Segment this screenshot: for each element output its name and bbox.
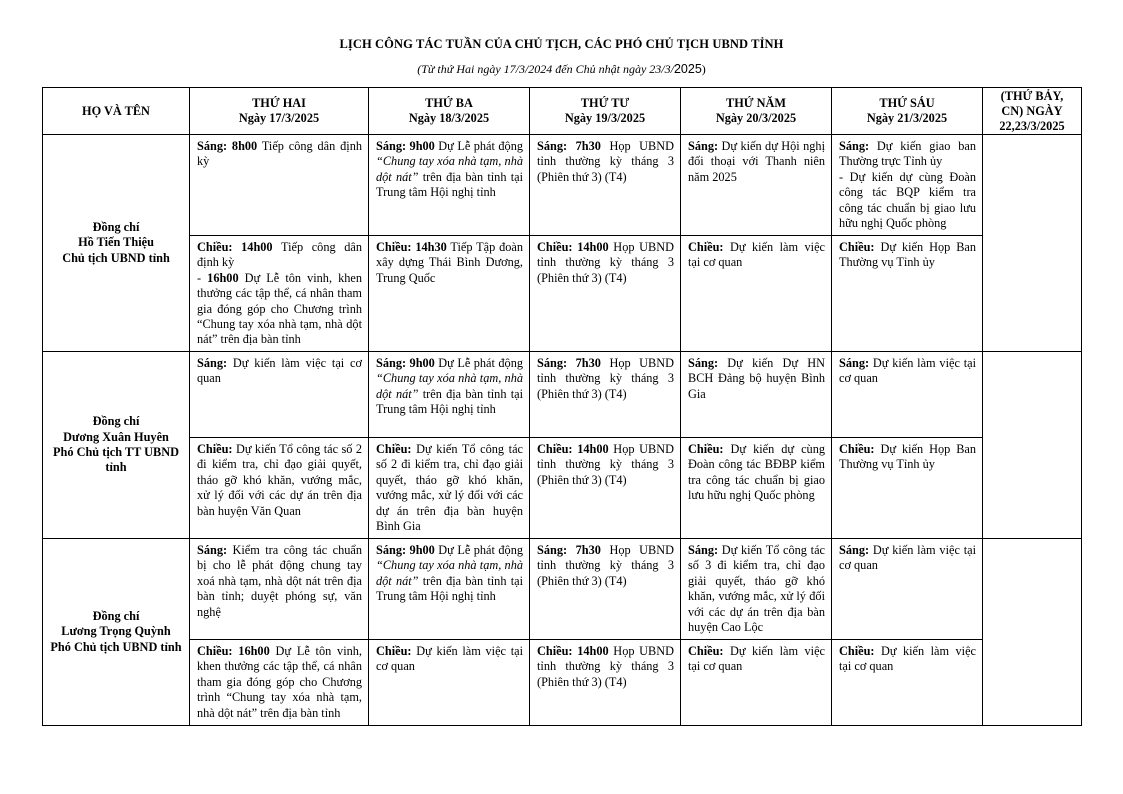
- event-name: “Chung tay xóa nhà tạm, nhà dột nát”: [376, 154, 523, 184]
- schedule-cell-tue-morning: [369, 539, 530, 640]
- schedule-cell-tue-afternoon: [369, 438, 530, 539]
- session-label: Sáng:: [688, 543, 719, 557]
- session-label: Chiều: 14h30: [376, 240, 447, 254]
- session-text: Tiếp Tập đoàn xây dựng Thái Bình Dương, Trung Quốc: [376, 240, 523, 285]
- session-label: Sáng: 7h30: [537, 543, 601, 557]
- header-wednesday: [530, 88, 681, 135]
- session-text: Dự kiến Dự HN BCH Đảng bộ huyện Bình Gia: [688, 356, 825, 401]
- schedule-cell-tue-morning: [369, 135, 530, 236]
- session-label: Chiều:: [839, 442, 875, 456]
- schedule-cell-mon-afternoon: [190, 438, 369, 539]
- person-name-cell: [43, 539, 190, 726]
- header-name-label: HỌ VÀ TÊN: [82, 103, 150, 118]
- session-text: Họp UBND tỉnh thường kỳ tháng 3 (Phiên thứ 3) (T4): [537, 139, 675, 184]
- session-label: Sáng:: [688, 356, 719, 370]
- session-text: Dự kiến làm việc tại cơ quan: [688, 644, 825, 674]
- document-title: LỊCH CÔNG TÁC TUẦN CỦA CHỦ TỊCH, CÁC PHÓ CHỦ TỊCH UBND TỈNH: [339, 37, 784, 51]
- schedule-cell-weekend: [983, 135, 1082, 352]
- subtitle-date-range: (Từ thứ Hai ngày 17/3/2024 đến Chủ nhật ngày 23/3/: [417, 62, 674, 76]
- header-date-label: Ngày 20/3/2025: [715, 111, 797, 125]
- session-text: Họp UBND tỉnh thường kỳ tháng 3 (Phiên thứ 3) (T4): [537, 240, 674, 285]
- schedule-cell-thu-afternoon: [681, 438, 832, 539]
- session-label: Sáng: 7h30: [537, 356, 601, 370]
- header-weekend-line: 22,23/3/2025: [999, 118, 1065, 133]
- session-label: Sáng:: [839, 543, 870, 557]
- schedule-cell-fri-morning: [832, 539, 983, 640]
- event-name: “Chung tay xóa nhà tạm, nhà dột nát”: [376, 558, 523, 588]
- schedule-cell-mon-morning: [190, 135, 369, 236]
- schedule-row-afternoon: [43, 236, 1082, 352]
- session-label: Sáng: 9h00: [376, 356, 435, 370]
- schedule-cell-weekend: [983, 352, 1082, 539]
- schedule-cell-tue-afternoon: [369, 236, 530, 352]
- header-weekend: [983, 88, 1082, 135]
- schedule-cell-wed-morning: [530, 539, 681, 640]
- session-label: Chiều:: [688, 240, 724, 254]
- schedule-cell-thu-afternoon: [681, 640, 832, 726]
- header-day-label: THỨ TƯ: [580, 96, 630, 110]
- header-name: [43, 88, 190, 135]
- session-label: Sáng:: [839, 356, 870, 370]
- session-label: Chiều:: [839, 644, 875, 658]
- schedule-row-morning: [43, 135, 1082, 236]
- schedule-cell-thu-morning: [681, 135, 832, 236]
- session-text: Dự kiến làm việc tại cơ quan: [197, 356, 362, 386]
- schedule-cell-fri-morning: [832, 352, 983, 438]
- header-date-label: Ngày 21/3/2025: [866, 111, 948, 125]
- session-text: Tiếp công dân định kỳ: [197, 240, 362, 270]
- schedule-cell-wed-morning: [530, 135, 681, 236]
- session-label: Sáng:: [197, 356, 228, 370]
- session-text: Dự Lễ tôn vinh, khen thưởng các tập thể, cá nhân tham gia đóng góp cho Chương trình “Chung tay xóa nhà tạm, nhà dột nát” trên địa bàn tỉnh: [197, 644, 362, 720]
- session-label: Sáng:: [688, 139, 719, 153]
- person-title: Đồng chí: [92, 608, 140, 623]
- person-title: Đồng chí: [92, 414, 140, 429]
- schedule-cell-fri-afternoon: [832, 640, 983, 726]
- schedule-cell-fri-afternoon: [832, 236, 983, 352]
- session-label: Chiều:: [376, 644, 412, 658]
- session-text: Dự Lễ phát động: [434, 543, 523, 557]
- schedule-cell-thu-morning: [681, 539, 832, 640]
- person-name-cell: [43, 135, 190, 352]
- header-day-label: THỨ HAI: [252, 96, 306, 110]
- schedule-cell-wed-morning: [530, 352, 681, 438]
- session-label: Chiều:: [197, 442, 233, 456]
- document-subtitle: [0, 62, 1123, 77]
- schedule-cell-weekend: [983, 539, 1082, 726]
- session-label: Chiều:: [839, 240, 875, 254]
- session-text: -: [197, 270, 208, 285]
- session-label: Sáng:: [197, 543, 228, 557]
- event-name: “Chung tay xóa nhà tạm, nhà dột nát”: [376, 371, 523, 401]
- session-label: Chiều:: [688, 442, 724, 456]
- session-text: Họp UBND tỉnh thường kỳ tháng 3 (Phiên thứ 3) (T4): [537, 356, 675, 401]
- schedule-cell-wed-afternoon: [530, 640, 681, 726]
- schedule-row-afternoon: [43, 640, 1082, 726]
- person-name-cell: [43, 352, 190, 539]
- header-weekend-line: CN) NGÀY: [1001, 103, 1063, 118]
- schedule-cell-tue-afternoon: [369, 640, 530, 726]
- schedule-cell-fri-afternoon: [832, 438, 983, 539]
- session-label: Chiều: 14h00: [537, 442, 609, 456]
- schedule-cell-wed-afternoon: [530, 236, 681, 352]
- session-text: - Dự kiến dự cùng Đoàn công tác BQP kiểm tra công tác chuẩn bị giao lưu hữu nghị Quốc phòng: [839, 169, 976, 231]
- session-label: Chiều: 16h00: [197, 644, 270, 658]
- session-text: Dự kiến làm việc tại cơ quan: [839, 644, 976, 674]
- session-text: Dự kiến Tổ công tác số 2 đi kiểm tra, chỉ đạo giải quyết, tháo gỡ khó khăn, vướng mắc, xử lý đối với các dự án trên địa bàn huyện Văn Quan: [197, 442, 362, 518]
- schedule-cell-wed-afternoon: [530, 438, 681, 539]
- session-text: trên địa bàn tỉnh tại Trung tâm Hội nghị tỉnh: [376, 386, 524, 417]
- header-friday: [832, 88, 983, 135]
- subtitle-close: ): [701, 62, 706, 76]
- person-title: Đồng chí: [92, 219, 140, 234]
- session-label: Sáng: 7h30: [537, 139, 601, 153]
- header-day-label: THỨ SÁU: [879, 96, 935, 110]
- session-label: Sáng: 9h00: [376, 139, 435, 153]
- session-label: Chiều:: [688, 644, 724, 658]
- header-day-label: THỨ BA: [425, 96, 473, 110]
- session-label: Chiều: 14h00: [197, 240, 273, 254]
- session-label: Sáng: 9h00: [376, 543, 435, 557]
- session-text: Họp UBND tỉnh thường kỳ tháng 3 (Phiên thứ 3) (T4): [537, 644, 674, 689]
- session-label: Chiều: 14h00: [537, 644, 609, 658]
- header-date-label: Ngày 17/3/2025: [238, 111, 320, 125]
- session-text: Dự kiến làm việc tại cơ quan: [376, 644, 523, 674]
- session-text: trên địa bàn tỉnh tại Trung tâm Hội nghị tỉnh: [376, 573, 524, 604]
- session-text: Dự kiến Tổ công tác số 2 đi kiểm tra, chỉ đạo giải quyết, tháo gỡ khó khăn, vướng mắc, xử lý đối với các dự án trên địa bàn huyện Bình Gia: [376, 442, 523, 534]
- session-text: Dự kiến làm việc tại cơ quan: [839, 543, 976, 573]
- header-monday: [190, 88, 369, 135]
- session-text: Kiểm tra công tác chuẩn bị cho lễ phát động chung tay xoá nhà tạm, nhà dột nát trên địa bàn tỉnh; duyệt phóng sự, văn nghệ: [197, 543, 362, 619]
- person-name: Lương Trọng Quỳnh: [61, 624, 171, 639]
- session-text: Dự kiến dự cùng Đoàn công tác BĐBP kiểm tra công tác chuẩn bị giao lưu hữu nghị Quốc phòng: [688, 442, 825, 503]
- session-label: Sáng:: [839, 139, 870, 153]
- session-text: Họp UBND tỉnh thường kỳ tháng 3 (Phiên thứ 3) (T4): [537, 543, 675, 588]
- schedule-cell-tue-morning: [369, 352, 530, 438]
- session-text: Dự kiến Tổ công tác số 3 đi kiểm tra, chỉ đạo giải quyết, tháo gỡ khó khăn, vướng mắc, xử lý đối với các dự án trên địa bàn huyện Cao Lộc: [688, 543, 825, 635]
- session-label: Chiều: 14h00: [537, 240, 609, 254]
- schedule-cell-mon-morning: [190, 539, 369, 640]
- schedule-row-morning: [43, 539, 1082, 640]
- schedule-table: [42, 87, 1082, 726]
- session-text: Họp UBND tỉnh thường kỳ tháng 3 (Phiên thứ 3) (T4): [537, 442, 674, 487]
- schedule-row-morning: [43, 352, 1082, 438]
- session-text: Tiếp công dân định kỳ: [197, 139, 362, 169]
- session-text: Dự kiến giao ban Thường trực Tỉnh ủy: [839, 139, 976, 169]
- session-text: Dự kiến Họp Ban Thường vụ Tỉnh ủy: [839, 240, 976, 270]
- session-label: 16h00: [207, 270, 239, 285]
- header-thursday: [681, 88, 832, 135]
- session-text: Dự Lễ phát động: [434, 356, 523, 370]
- session-text: Dự Lễ phát động: [434, 139, 523, 153]
- session-text: Dự kiến dự Hội nghị đối thoại với Thanh niên năm 2025: [688, 139, 825, 184]
- subtitle-year: 2025: [673, 62, 702, 76]
- schedule-row-afternoon: [43, 438, 1082, 539]
- header-tuesday: [369, 88, 530, 135]
- session-label: Chiều:: [376, 442, 412, 456]
- schedule-cell-mon-afternoon: [190, 236, 369, 352]
- header-weekend-line: (THỨ BẢY,: [1000, 88, 1064, 103]
- session-text: Dự Lễ tôn vinh, khen thưởng các tập thể, cá nhân tham gia đóng góp cho Chương trình “Chung tay xóa nhà tạm, nhà dột nát” trên địa bàn tỉnh: [197, 270, 362, 347]
- session-text: Dự kiến làm việc tại cơ quan: [839, 356, 976, 386]
- schedule-cell-thu-morning: [681, 352, 832, 438]
- header-date-label: Ngày 19/3/2025: [564, 111, 646, 125]
- session-text: Dự kiến làm việc tại cơ quan: [688, 240, 825, 270]
- schedule-cell-mon-afternoon: [190, 640, 369, 726]
- person-role: Chủ tịch UBND tỉnh: [62, 250, 170, 265]
- person-name: Hồ Tiến Thiệu: [78, 235, 154, 250]
- person-name: Dương Xuân Huyên: [63, 429, 169, 444]
- session-text: trên địa bàn tỉnh tại Trung tâm Hội nghị tỉnh: [376, 169, 524, 200]
- header-row: [43, 88, 1082, 135]
- session-text: Dự kiến Họp Ban Thường vụ Tỉnh ủy: [839, 442, 976, 472]
- schedule-cell-mon-morning: [190, 352, 369, 438]
- schedule-cell-fri-morning: [832, 135, 983, 236]
- person-role: Phó Chủ tịch TT UBND tỉnh: [53, 445, 179, 475]
- person-role: Phó Chủ tịch UBND tỉnh: [50, 639, 182, 654]
- schedule-cell-thu-afternoon: [681, 236, 832, 352]
- header-date-label: Ngày 18/3/2025: [408, 111, 490, 125]
- session-label: Sáng: 8h00: [197, 139, 258, 153]
- header-day-label: THỨ NĂM: [726, 96, 786, 110]
